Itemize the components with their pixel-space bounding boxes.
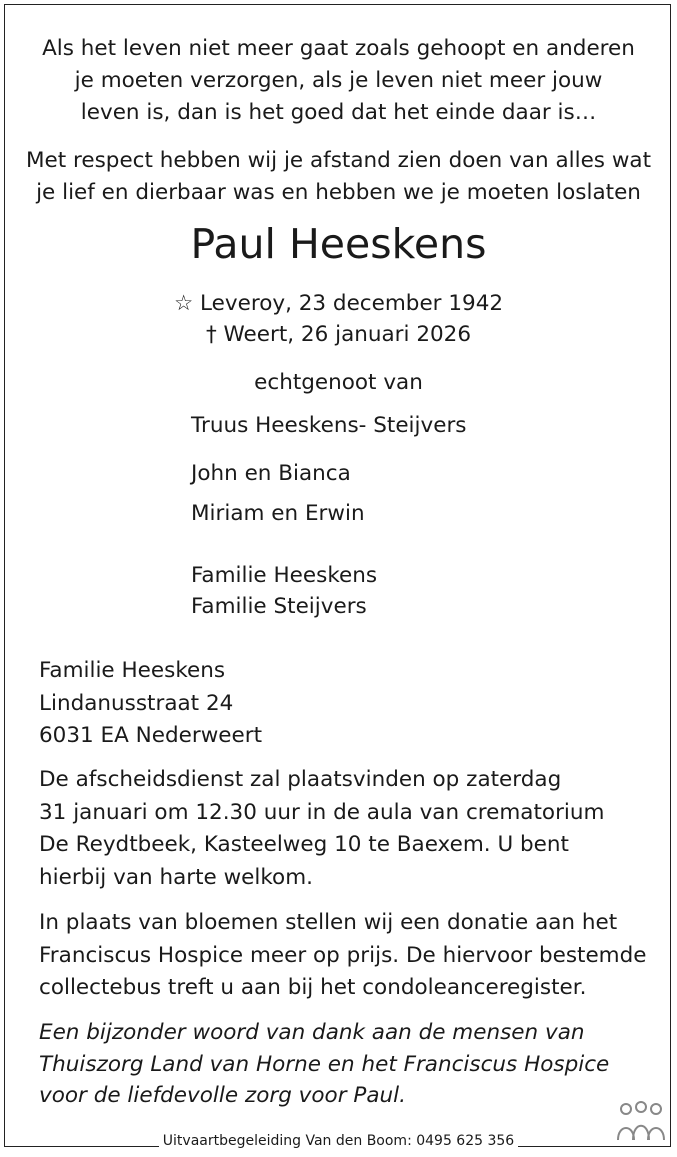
poem-line: je lief en dierbaar was en hebben we je moeten loslaten <box>36 180 641 205</box>
child-family: Miriam en Erwin <box>191 501 365 526</box>
thanks-note <box>39 1017 649 1112</box>
funeral-director-contact: Uitvaartbegeleiding Van den Boom: 0495 625 356 <box>159 1133 518 1149</box>
dates-block <box>0 288 677 350</box>
donation-line: Franciscus Hospice meer op prijs. De hiervoor bestemde <box>39 942 647 968</box>
address-line: Familie Heeskens <box>39 658 226 683</box>
address-line: 6031 EA Nederweert <box>39 723 263 748</box>
relation-label: echtgenoot van <box>254 370 423 395</box>
correspondence-address <box>39 655 649 753</box>
deceased-name: Paul Heeskens <box>190 220 487 268</box>
service-line: De afscheidsdienst zal plaatsvinden op zaterdag <box>39 767 562 792</box>
thanks-line: Thuiszorg Land van Horne en het Franciscus Hospice <box>39 1051 610 1077</box>
service-info <box>39 764 649 894</box>
service-line: 31 januari om 12.30 uur in de aula van crematorium <box>39 799 605 825</box>
service-line: hierbij van harte welkom. <box>39 864 313 890</box>
poem-line: Als het leven niet meer gaat zoals gehoopt en anderen <box>42 36 635 61</box>
family-name: Familie Steijvers <box>191 594 367 619</box>
poem-line: je moeten verzorgen, als je leven niet meer jouw <box>74 68 603 93</box>
thanks-line: Een bijzonder woord van dank aan de mensen van <box>39 1020 585 1045</box>
donation-line: In plaats van bloemen stellen wij een donatie aan het <box>39 910 618 935</box>
thanks-line: voor de liefdevolle zorg voor Paul. <box>39 1083 406 1108</box>
footer <box>0 1133 677 1149</box>
relation-label-wrap <box>0 367 677 398</box>
donation-line: collectebus treft u aan bij het condoleanceregister. <box>39 975 587 1000</box>
poem-block-2 <box>0 145 677 209</box>
family-name: Familie Heeskens <box>191 563 378 588</box>
poem-block <box>0 33 677 129</box>
poem-line: Met respect hebben wij je afstand zien doen van alles wat <box>25 148 652 173</box>
child-family: John en Bianca <box>191 461 351 486</box>
address-line: Lindanusstraat 24 <box>39 690 234 716</box>
death-date: † Weert, 26 januari 2026 <box>205 322 472 347</box>
birth-date: ☆ Leveroy, 23 december 1942 <box>173 291 504 316</box>
donation-info <box>39 907 649 1005</box>
spouse-name: Truus Heeskens- Steijvers <box>191 413 467 438</box>
poem-line: leven is, dan is het goed dat het einde daar is… <box>80 100 597 125</box>
service-line: De Reydtbeek, Kasteelweg 10 te Baexem. U bent <box>39 832 569 857</box>
